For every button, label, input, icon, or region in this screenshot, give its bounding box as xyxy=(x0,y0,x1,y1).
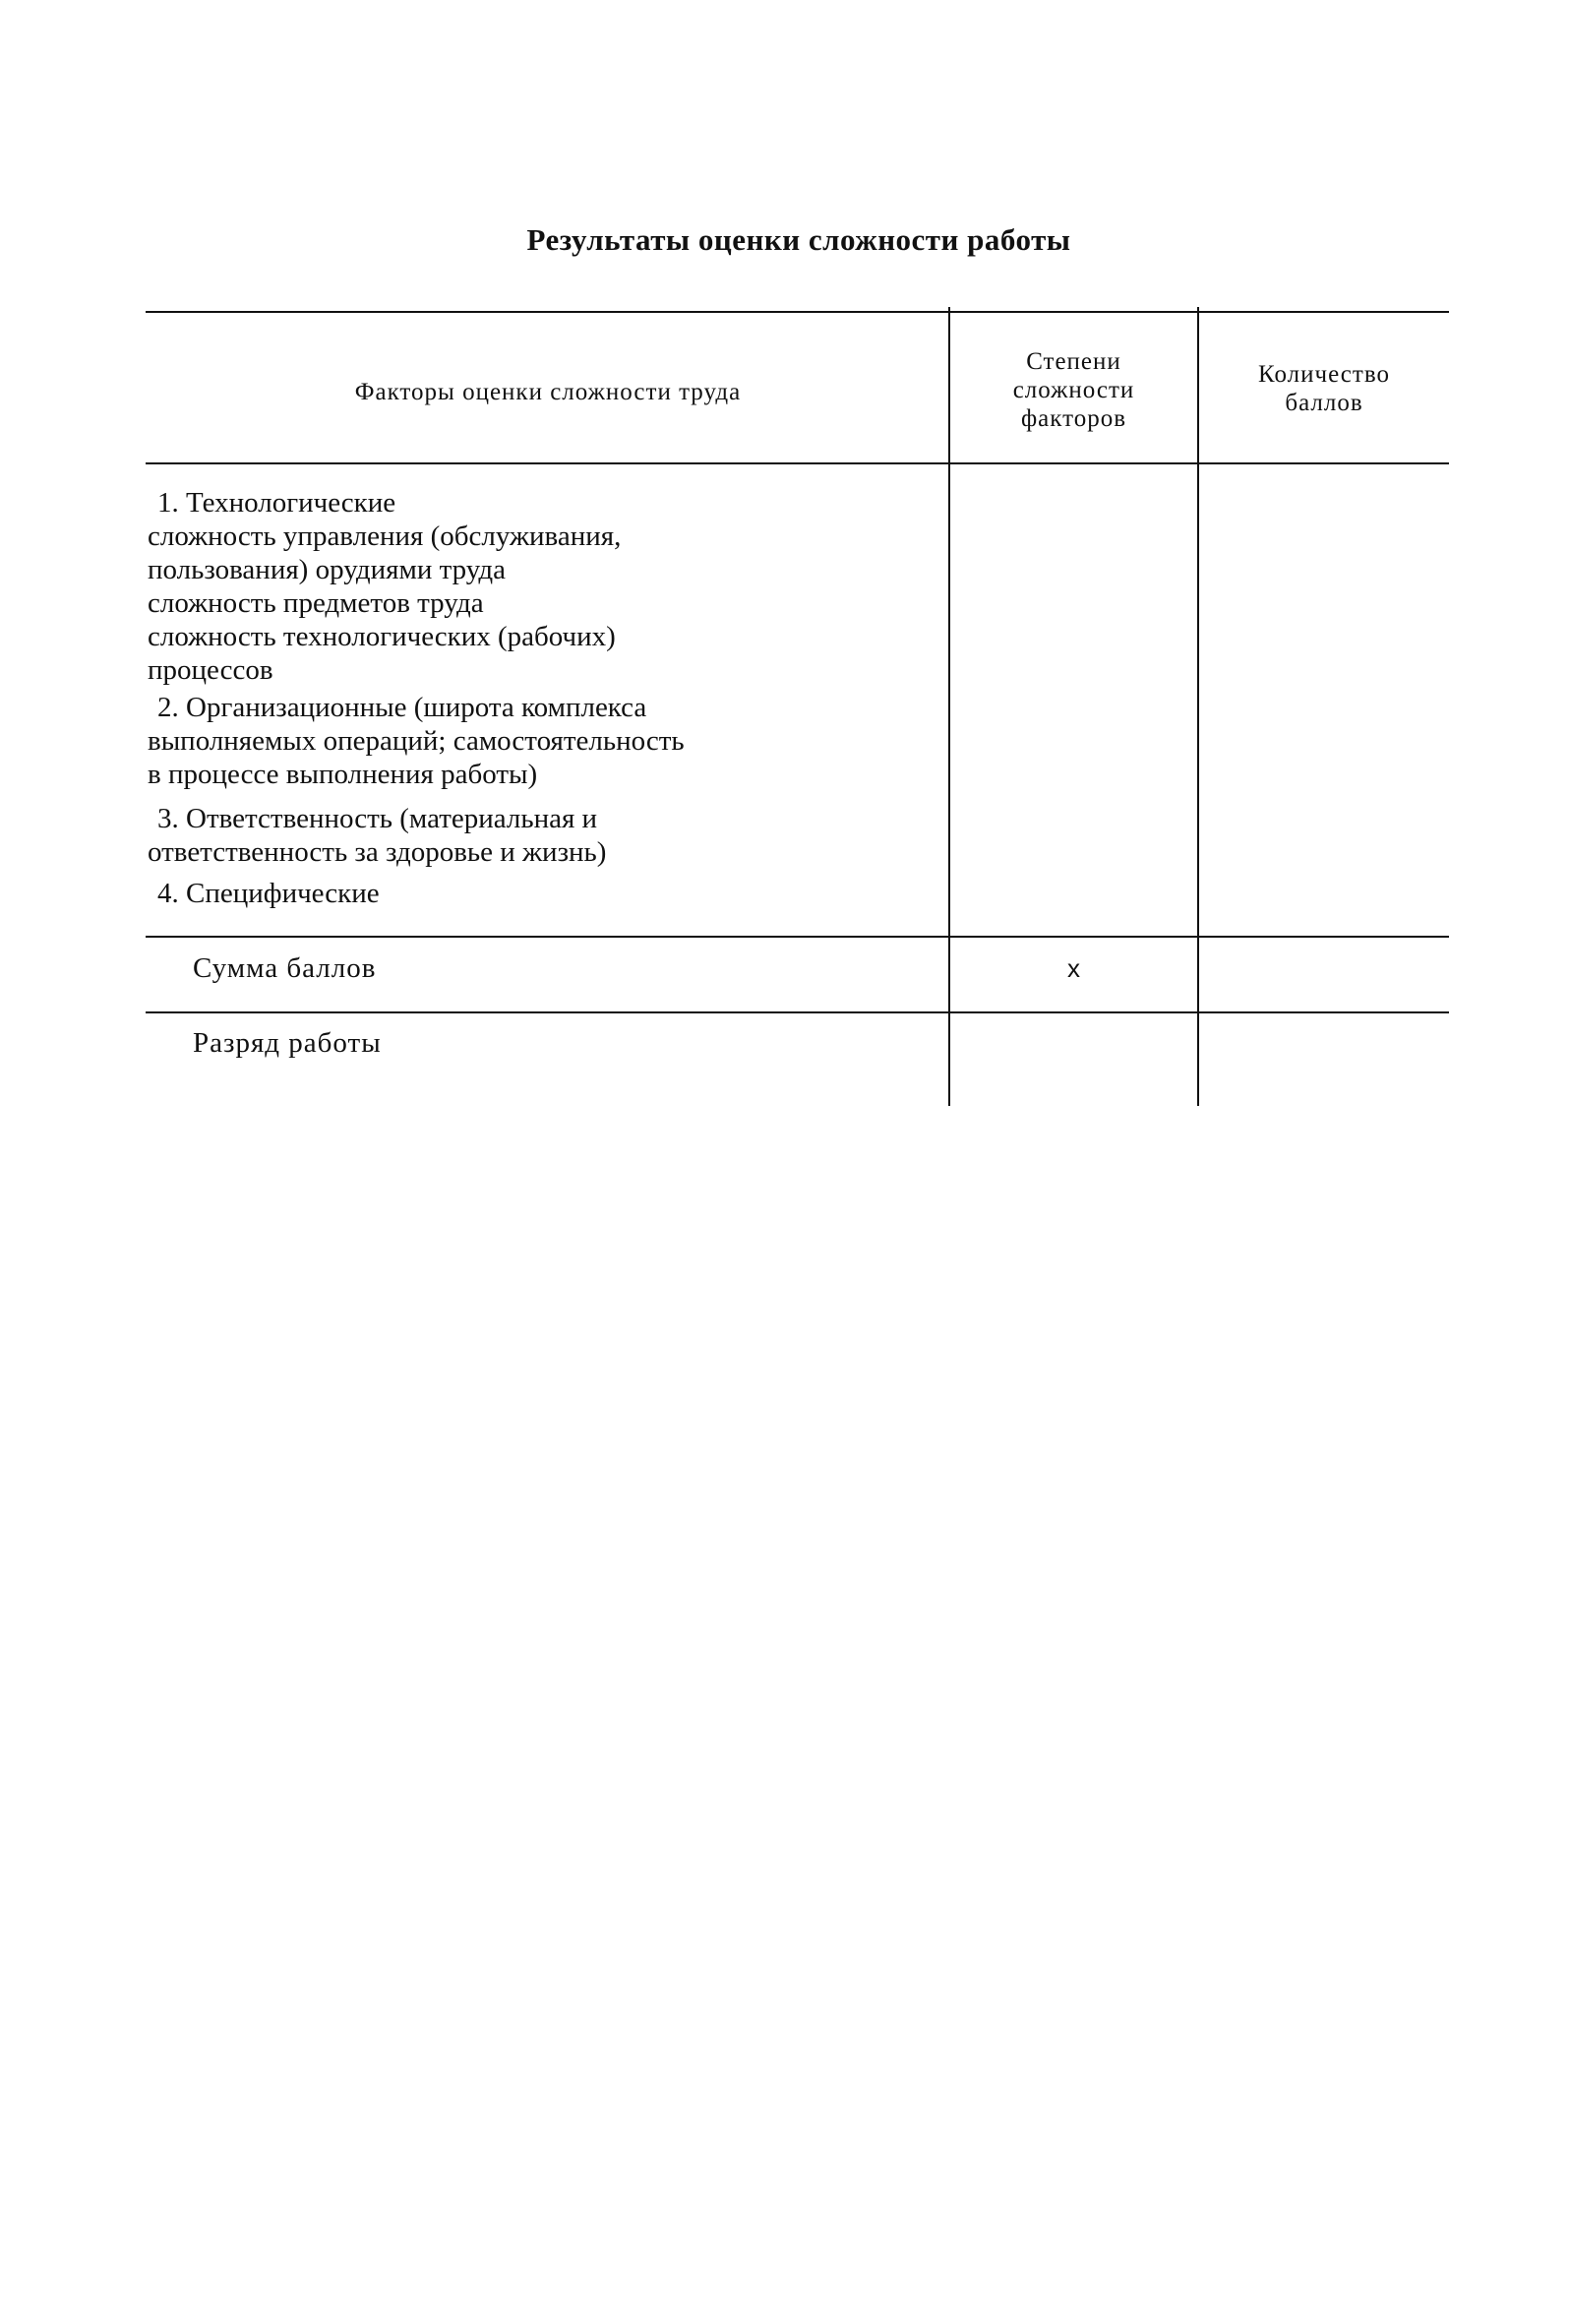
header-points xyxy=(1199,360,1449,417)
header-points-line-2: баллов xyxy=(1285,390,1363,416)
header-factors: Факторы оценки сложности труда xyxy=(354,379,742,405)
sum-row-bottom-border xyxy=(146,1011,1449,1013)
factor-line: сложность предметов труда xyxy=(148,587,484,619)
factor-line: в процессе выполнения работы) xyxy=(148,759,538,790)
factor-line: процессов xyxy=(148,654,273,686)
header-degrees-line-3: факторов xyxy=(1020,405,1126,432)
column-divider-2 xyxy=(1197,307,1199,1106)
factor-line: сложность управления (обслуживания, xyxy=(148,520,622,552)
factor-line: 4. Специфические xyxy=(157,878,380,909)
sum-row-label: Сумма баллов xyxy=(193,952,377,984)
factor-line: пользования) орудиями труда xyxy=(148,554,507,585)
factor-line: 1. Технологические xyxy=(157,487,396,519)
grade-row-label: Разряд работы xyxy=(193,1027,382,1059)
header-degrees xyxy=(950,347,1197,433)
factor-line: 2. Организационные (широта комплекса xyxy=(157,692,647,723)
header-points-line-1: Количество xyxy=(1258,361,1390,388)
page-title: Результаты оценки сложности работы xyxy=(526,222,1071,257)
factor-line: ответственность за здоровье и жизнь) xyxy=(148,836,607,868)
sum-row-degree-value: x xyxy=(1067,953,1080,983)
header-degrees-line-2: сложности xyxy=(1012,377,1135,403)
table-top-border xyxy=(146,311,1449,313)
factor-line: выполняемых операций; самостоятельность xyxy=(148,725,685,757)
factor-line: сложность технологических (рабочих) xyxy=(148,621,616,652)
factor-line: 3. Ответственность (материальная и xyxy=(157,803,598,834)
header-bottom-border xyxy=(146,462,1449,464)
factors-bottom-border xyxy=(146,936,1449,938)
factor-responsibility xyxy=(148,802,935,869)
header-degrees-line-1: Степени xyxy=(1026,348,1121,375)
factor-technological xyxy=(148,486,935,687)
factor-specific xyxy=(148,877,935,910)
factor-organizational xyxy=(148,691,935,791)
